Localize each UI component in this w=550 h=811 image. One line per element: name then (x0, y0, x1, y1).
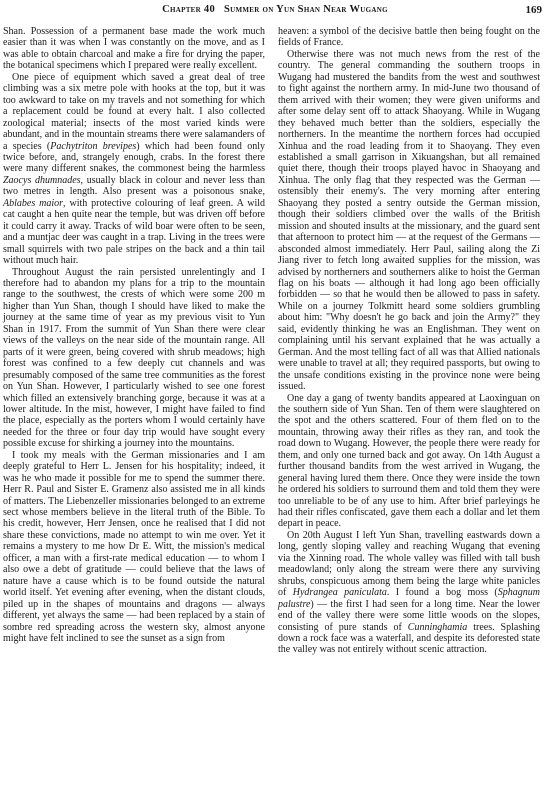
chapter-title: Summer on Yun Shan Near Wugang (223, 4, 388, 15)
left-text-column (3, 26, 265, 644)
page-number: 169 (525, 4, 542, 16)
paragraph: Otherwise there was not much news from the rest of the country. The general commanding the southern troops in Wugang had mustered the bandits from the west and southwest to fight against the northern army. In mid-June two thousand of them arrived with their women; they were given uniforms and after some delay sent off to attack Shaoyang. While in Wugang they behaved much better than the soldiers, especially the northerners. In the meantime the northern forces had occupied Xinhua and the road leading from it to Shaoyang. They even established a small garrison in Xikuangshan, but all remained quiet there, though their troops played havoc in Shaoyang and Xinhua. The only flag that they respected was the German — ostensibly their enemy's. The very morning after entering Shaoyang they posted a sentry outside the German mission, though their soldiers climbed over the walls of the British mission and shouted insults at the missionary, and the guard sent that afternoon to protect him — at the request of the Germans — absconded almost immediately. Herr Paul, sailing along the Zi Jiang river to fetch long awaited supplies for the mission, was advised by northerners and southerners alike to hoist the German flag on his boats — although it had long ago been officially forbidden — so that he would then be allowed to pass in safety. While on a journey Tolkmitt heard some soldiers grumbling about him: "Why doesn't he go back and join the Army?" they said, evidently thinking he was an Englishman. They went on complaining until his servant explained that he was actually a German. And the most telling fact of all was that Allied nationals were unable to travel at all; they required passports, but owing to the unsafe conditions existing in the province none were being issued. (278, 48, 540, 393)
paragraph: Shan. Possession of a permanent base made the work much easier than it was when I was constantly on the move, and as I was able to obtain charcoal and make a fire for drying the paper, the botanical specimens which I prepared were really excellent. (3, 26, 265, 72)
paragraph: One day a gang of twenty bandits appeared at Laoxinguan on the southern side of Yun Shan. Ten of them were slaughtered on the spot and the others scattered. Four of them fled on to the mountain, throwing away their rifles as they ran, and took the road down to Wugang. However, the people there were ready for them, and only one turned back and got away. On 14th August a further thousand bandits from the west arrived in Wugang, the general having lured them there. Once they were inside the town he ordered his soldiers to surround them and told them they were too unreliable to be of any use to him. After brief parleyings he had their rifles confiscated, gave them each a dollar and let them depart in peace. (278, 392, 540, 530)
paragraph: Throughout August the rain persisted unrelentingly and I therefore had to abandon my plans for a trip to the mountain range to the southwest, the crests of which were some 200 m higher than Yun Shan, though I should have liked to make the journey at the same time of year as my previous visit to Yun Shan in 1917. From the summit of Yun Shan there were clear views of the valleys on the near side of the mountain range. All parts of it were green, being covered with shrub meadows; high forest was confined to a few deeply cut channels and was presumably composed of the same tree communities as the forest on Yun Shan. However, I particularly wished to see one forest which filled an extensively branching gorge, because it was at a lower altitude. In the mist, however, I might have failed to find the place, especially as the porters whom I would certainly have needed for the three or four day trip would have sought every possible excuse for shirking a journey into the mountains. (3, 266, 265, 450)
italic-term: Ablabes maior (3, 197, 64, 209)
paragraph: I took my meals with the German missionaries and I am deeply grateful to Herr L. Jensen for his hospitality; indeed, it was he who made it possible for me to spend the summer there. Herr R. Paul and Sister E. Gramenz also assisted me in all kinds of matters. The Liebenzeller missionaries belonged to an extreme sect whose members believe in the literal truth of the Bible. To his credit, however, Herr Jensen, once he realised that I did not share these convictions, made no attempt to win me over. Yet it remains a mystery to me how Dr E. Witt, the mission's medical officer, a man with a first-rate medical education — to whom I also owe a debt of gratitude — could believe that the laws of nature have a cause which is to be found outside the natural world itself. Yet evening after evening, when the distant clouds, piled up in the shapes of mountains and dragons — always different, yet always the same — had been replaced by a stain of sombre red spreading across the western sky, almost anyone might have felt inclined to see the sunset as a sign from (3, 449, 265, 645)
italic-term: Hydrangea paniculata (292, 587, 387, 599)
italic-term: Cunninghamia (407, 621, 468, 633)
paragraph: On 20th August I left Yun Shan, travelling eastwards down a long, gently sloping valley and reaching Wugang that evening via the Xinning road. The whole valley was filled with tall bush meadowland; only along the stream were there any surviving shrubs, conspicuous among them being the large white panicles of Hydrangea paniculata. I found a bog moss (Sphagnum palustre) — the first I had seen for a long time. Near the lower end of the valley there were some little woods on the slopes, consisting of pure stands of Cunninghamia trees. Splashing down a rock face was a waterfall, and despite its deforested state the valley was not entirely without scenic attraction. (278, 529, 540, 656)
italic-term: Zaocys dhumnades (3, 174, 81, 186)
chapter-label: Chapter 40 (162, 4, 216, 15)
running-head (0, 4, 550, 22)
italic-term: Pachytriton brevipes (50, 140, 137, 152)
paragraph: heaven: a symbol of the decisive battle then being fought on the fields of France. (278, 26, 540, 49)
italic-term: Sphagnum palustre (278, 587, 540, 610)
right-text-column (278, 26, 540, 656)
running-title (0, 4, 550, 15)
paragraph: One piece of equipment which saved a great deal of tree climbing was a six metre pole with hooks at the top, but it was too awkward to take on my travels and not something for which a replacement could be found at every halt. I also collected zoological material; insects of the most varied kinds were abundant, and in the mountain streams there were salamanders of a species (Pachytriton brevipes) which had been found only twice before, and, strangely enough, crabs. In the forest there were many different snakes, the commonest being the harmless Zaocys dhumnades, usually black in colour and never less than two metres in length. Also present was a poisonous snake, Ablabes maior, with protective colouring of leaf green. A wild cat caught a hen quite near the temple, but was driven off before it could carry it away. Tracks of wild boar were often to be seen, and a muntjac deer was caught in a trap. Living in the trees were small squirrels with two pale stripes on the back and a thin tail without much hair. (3, 71, 266, 267)
